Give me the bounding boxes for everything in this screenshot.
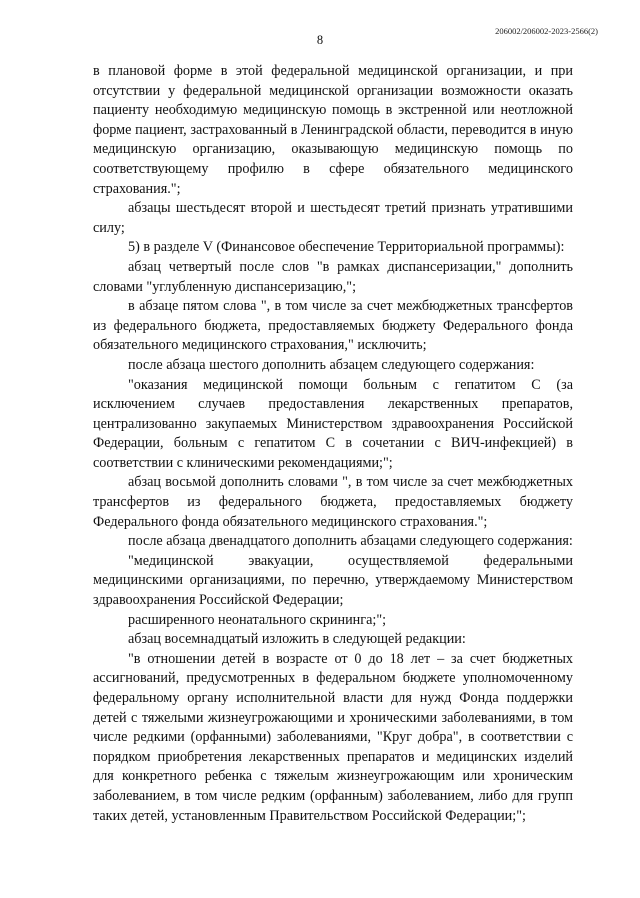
- paragraph: "в отношении детей в возрасте от 0 до 18 лет – за счет бюджетных ассигнований, предусмотренных в федеральном бюджете уполномоченному федеральному органу исполнительной власти для нужд Фонда поддержки детей с тяжелыми жизнеугрожающими и хроническими заболеваниями, в том числе редкими (орфанными) заболеваниями, "Круг добра", в соответствии с порядком приобретения лекарственных препаратов и медицинских изделий для конкретного ребенка с тяжелым жизнеугрожающим или хроническим заболеванием, в том числе редким (орфанным) заболеванием, либо для групп таких детей, установленным Правительством Российской Федерации;";: [93, 650, 573, 824]
- paragraph: в плановой форме в этой федеральной медицинской организации, и при отсутствии у федеральной медицинской организации возможности оказать пациенту необходимую медицинскую помощь в экстренной или неотложной форме пациент, застрахованный в Ленинградской области, переводится в иную медицинскую организацию, оказывающую медицинскую помощь по соответствующему профилю в сфере обязательного медицинского страхования.";: [93, 63, 573, 197]
- paragraph: расширенного неонатального скрининга;";: [128, 611, 387, 628]
- document-body: [93, 62, 573, 826]
- paragraph: в абзаце пятом слова ", в том числе за счет межбюджетных трансфертов из федерального бюджета, предоставляемых бюджету Федерального фонда обязательного медицинского страхования," исключить;: [93, 298, 573, 354]
- paragraph: абзацы шестьдесят второй и шестьдесят третий признать утратившими силу;: [93, 200, 573, 236]
- page-number: 8: [316, 33, 324, 47]
- paragraph: 5) в разделе V (Финансовое обеспечение Территориальной программы):: [128, 239, 565, 256]
- paragraph: абзац восьмой дополнить словами ", в том числе за счет межбюджетных трансфертов из федерального бюджета, предоставляемых бюджету Федерального фонда обязательного медицинского страхования.";: [93, 474, 573, 530]
- document-id: 206002/206002-2023-2566(2): [495, 26, 598, 36]
- paragraph: абзац четвертый после слов "в рамках диспансеризации," дополнить словами "углубленную диспансеризацию,";: [93, 258, 573, 295]
- paragraph: абзац восемнадцатый изложить в следующей редакции:: [128, 631, 466, 648]
- paragraph: после абзаца шестого дополнить абзацем следующего содержания:: [128, 356, 535, 373]
- paragraph: после абзаца двенадцатого дополнить абзацами следующего содержания:: [128, 533, 573, 550]
- paragraph: "оказания медицинской помощи больным с гепатитом С (за исключением случаев предоставления лекарственных препаратов, централизованно закупаемых Министерством здравоохранения Российской Федерации, больным с гепатитом С в сочетании с ВИЧ-инфекцией) в соответствии с клиническими рекомендациями;";: [93, 376, 573, 471]
- paragraph: "медицинской эвакуации, осуществляемой федеральными медицинскими организациями, по перечню, утверждаемому Министерством здравоохранения Российской Федерации;: [93, 552, 573, 609]
